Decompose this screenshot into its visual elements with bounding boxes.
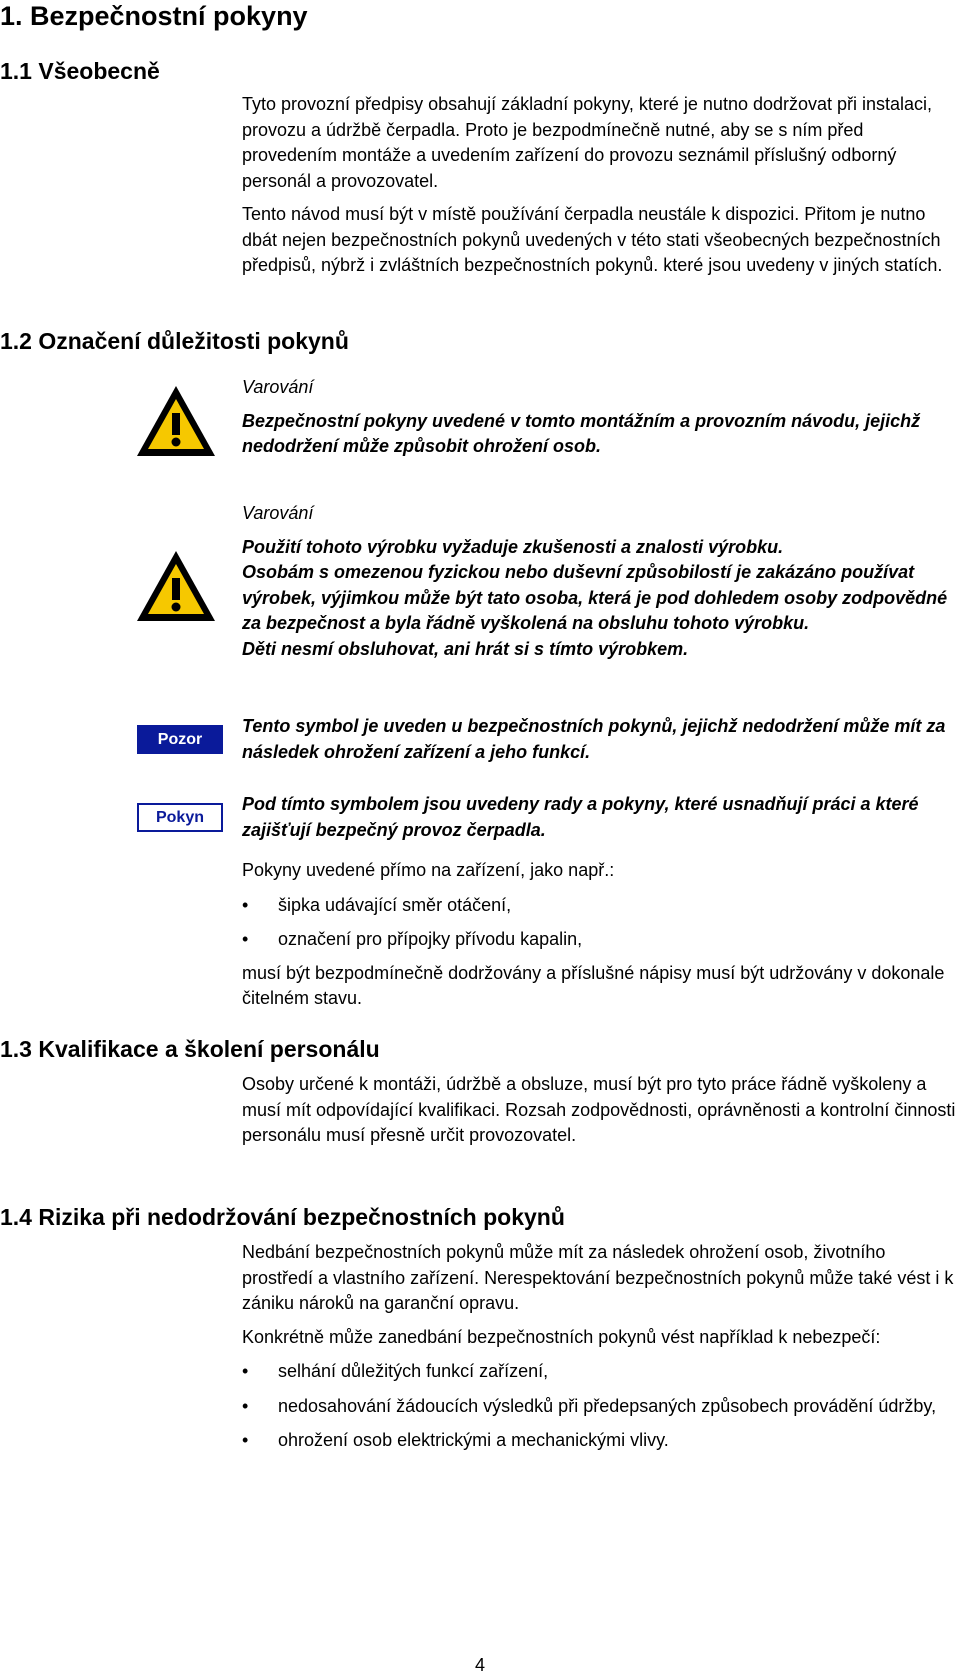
warning-triangle-icon [134,548,218,624]
pokyn-block [242,792,958,843]
bullet: • [242,1395,249,1416]
section-title-1-1: 1.1 Všeobecně [0,58,160,84]
section-title-1-4: 1.4 Rizika při nedodržování bezpečnostních pokynů [0,1204,565,1230]
paragraph: Osoby určené k montáži, údržbě a obsluze, musí být pro tyto práce řádně vyškoleny a musí mít odpovídající kvalifikaci. Rozsah zodpovědnosti, oprávněnosti a kontrolní činnosti personálu musí přesně určit provozovatel. [242,1074,956,1145]
pozor-block [242,714,958,765]
section-title-1-2: 1.2 Označení důležitosti pokynů [0,328,349,354]
page-number: 4 [475,1655,486,1675]
bullet: • [242,1361,249,1381]
bullet: • [242,929,249,949]
paragraph: Tyto provozní předpisy obsahují základní pokyny, které je nutno dodržovat při instalaci, provozu a údržbě čerpadla. Proto je bezpodmínečně nutné, aby se s ním před provedením montáže a uvedením zařízení do provozu seznámil příslušný odborný personál a provozovatel. [242,94,933,191]
bullet: • [242,1430,249,1450]
section-title-1-3: 1.3 Kvalifikace a školení personálu [0,1036,380,1062]
list-item: • ohrožení osob elektrickými a mechanickými vlivy. [242,1428,958,1454]
warning-text: Použití tohoto výrobku vyžaduje zkušenosti a znalosti výrobku. [242,536,784,557]
warning-text: Osobám s omezenou fyzickou nebo duševní způsobilostí je zakázáno používat výrobek, výjimkou může být tato osoba, která je pod dohledem osoby zodpovědné za bezpečnost a byla řádně vyškolená na obsluhu tohoto výrobku. [242,562,948,633]
page-heading: 1. Bezpečnostní pokyny [0,1,308,31]
list-item: • selhání důležitých funkcí zařízení, [242,1359,958,1385]
warning-block-1 [242,375,958,460]
paragraph: Nedbání bezpečnostních pokynů může mít za následek ohrožení osob, životního prostředí a vlastního zařízení. Nerespektování bezpečnostních pokynů může také vést i k zániku nároků na garanční opravu. [242,1242,954,1313]
list-item: • označení pro přípojky přívodu kapalin, [242,927,958,953]
list-item: • nedosahování žádoucích výsledků při předepsaných způsobech provádění údržby, [242,1394,958,1420]
section-body-1-1 [242,92,958,279]
pozor-text: Tento symbol je uveden u bezpečnostních pokynů, jejichž nedodržení může mít za následek ohrožení zařízení a jeho funkcí. [242,716,946,762]
pokyn-text: Pod tímto symbolem jsou uvedeny rady a pokyny, které usnadňují práci a které zajišťují bezpečný provoz čerpadla. [242,794,919,840]
list-item: • šipka udávající směr otáčení, [242,893,958,919]
warning-label: Varování [242,503,314,523]
paragraph: Konkrétně může zanedbání bezpečnostních pokynů vést například k nebezpečí: [242,1326,881,1347]
paragraph: Tento návod musí být v místě používání čerpadla neustále k dispozici. Přitom je nutno dbát nejen bezpečnostních pokynů uvedených v této stati všeobecných bezpečnostních předpisů, nýbrž i zvláštních bezpečnostních pokynů. které jsou uvedeny v jiných statích. [242,204,943,275]
warning-block-2 [242,501,958,662]
warning-triangle-icon [134,383,218,459]
warning-label: Varování [242,377,314,397]
device-notes [242,858,958,1012]
warning-text: Bezpečnostní pokyny uvedené v tomto montážním a provozním návodu, jejichž nedodržení může způsobit ohrožení osob. [242,410,921,456]
warning-text: Děti nesmí obsluhovat, ani hrát si s tímto výrobkem. [242,638,689,659]
section-body-1-3 [242,1072,958,1149]
paragraph: Pokyny uvedené přímo na zařízení, jako např.: [242,860,615,880]
pokyn-badge: Pokyn [137,803,223,832]
bullet: • [242,894,249,915]
pozor-badge: Pozor [137,725,223,754]
section-body-1-4 [242,1240,958,1454]
paragraph: musí být bezpodmínečně dodržovány a příslušné nápisy musí být udržovány v dokonale čitelném stavu. [242,962,945,1008]
